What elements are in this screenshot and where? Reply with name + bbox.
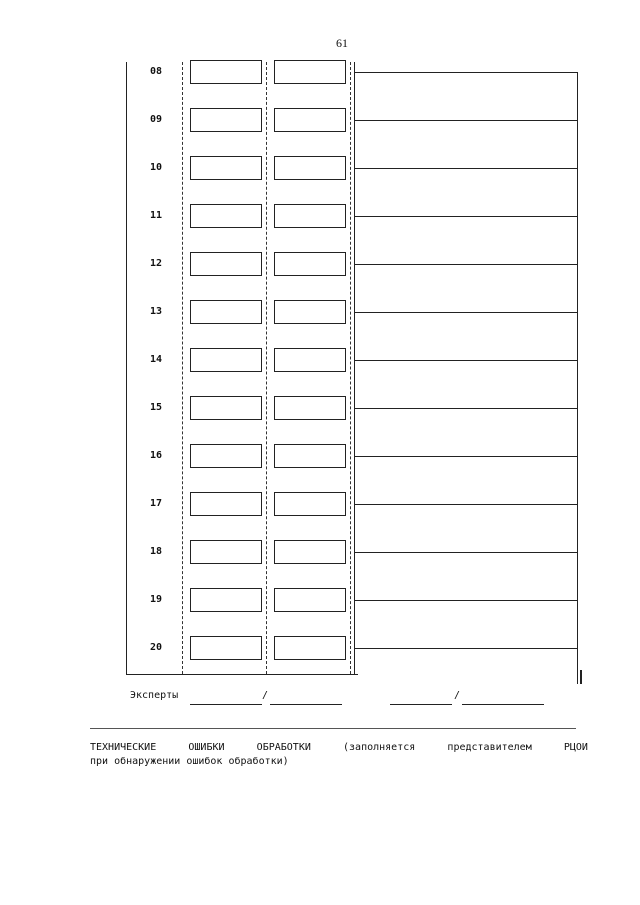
expert1-slash: / <box>262 690 269 701</box>
answer-form-table <box>126 62 582 676</box>
row-number: 18 <box>149 546 163 557</box>
entry-box-second[interactable] <box>274 204 346 228</box>
expert2-slash: / <box>454 690 461 701</box>
entry-box-first[interactable] <box>190 348 262 372</box>
form-row <box>126 288 582 336</box>
heading-word: ОШИБКИ <box>188 742 225 753</box>
heading-word: РЦОИ <box>563 742 588 753</box>
entry-box-first[interactable] <box>190 156 262 180</box>
entry-box-second[interactable] <box>274 588 346 612</box>
experts-label: Эксперты <box>130 690 179 701</box>
form-row <box>126 432 582 480</box>
entry-box-second[interactable] <box>274 636 346 660</box>
heading-word: (заполняется <box>343 742 416 753</box>
row-number: 12 <box>149 258 163 269</box>
form-row <box>126 96 582 144</box>
entry-box-second[interactable] <box>274 300 346 324</box>
entry-box-first[interactable] <box>190 60 262 84</box>
row-number: 11 <box>149 210 163 221</box>
entry-box-second[interactable] <box>274 492 346 516</box>
entry-box-second[interactable] <box>274 60 346 84</box>
section-divider <box>90 728 576 729</box>
heading-word: ТЕХНИЧЕСКИЕ <box>90 742 157 753</box>
expert2-name-field[interactable] <box>390 704 452 705</box>
form-row <box>126 480 582 528</box>
end-tick-mark <box>580 670 582 684</box>
technical-errors-note: при обнаружении ошибок обработки) <box>90 756 289 767</box>
form-row <box>126 576 582 624</box>
entry-box-first[interactable] <box>190 588 262 612</box>
row-number: 08 <box>149 66 163 77</box>
form-row <box>126 48 582 96</box>
row-number: 17 <box>149 498 163 509</box>
form-row <box>126 144 582 192</box>
entry-box-second[interactable] <box>274 444 346 468</box>
form-row <box>126 240 582 288</box>
technical-errors-heading <box>90 742 588 753</box>
expert1-name-field[interactable] <box>190 704 262 705</box>
page-number: 61 <box>336 36 348 50</box>
form-row <box>126 384 582 432</box>
entry-box-second[interactable] <box>274 396 346 420</box>
form-row <box>126 624 582 672</box>
row-number: 13 <box>149 306 163 317</box>
entry-box-first[interactable] <box>190 444 262 468</box>
form-row <box>126 336 582 384</box>
entry-box-second[interactable] <box>274 540 346 564</box>
entry-box-first[interactable] <box>190 108 262 132</box>
heading-word: представителем <box>447 742 532 753</box>
entry-box-second[interactable] <box>274 156 346 180</box>
entry-box-first[interactable] <box>190 204 262 228</box>
row-number: 20 <box>149 642 163 653</box>
row-number: 10 <box>149 162 163 173</box>
entry-box-first[interactable] <box>190 396 262 420</box>
expert1-signature-field[interactable] <box>270 704 342 705</box>
heading-word: ОБРАБОТКИ <box>256 742 311 753</box>
entry-box-second[interactable] <box>274 348 346 372</box>
row-number: 15 <box>149 402 163 413</box>
entry-box-first[interactable] <box>190 300 262 324</box>
row-number: 19 <box>149 594 163 605</box>
entry-box-first[interactable] <box>190 252 262 276</box>
entry-box-second[interactable] <box>274 108 346 132</box>
entry-box-first[interactable] <box>190 540 262 564</box>
entry-box-first[interactable] <box>190 492 262 516</box>
answer-field[interactable] <box>354 648 578 684</box>
entry-box-first[interactable] <box>190 636 262 660</box>
row-number: 09 <box>149 114 163 125</box>
row-number: 14 <box>149 354 163 365</box>
form-row <box>126 528 582 576</box>
entry-box-second[interactable] <box>274 252 346 276</box>
expert2-signature-field[interactable] <box>462 704 544 705</box>
row-number: 16 <box>149 450 163 461</box>
form-row <box>126 192 582 240</box>
table-bottom-rule <box>126 674 358 675</box>
